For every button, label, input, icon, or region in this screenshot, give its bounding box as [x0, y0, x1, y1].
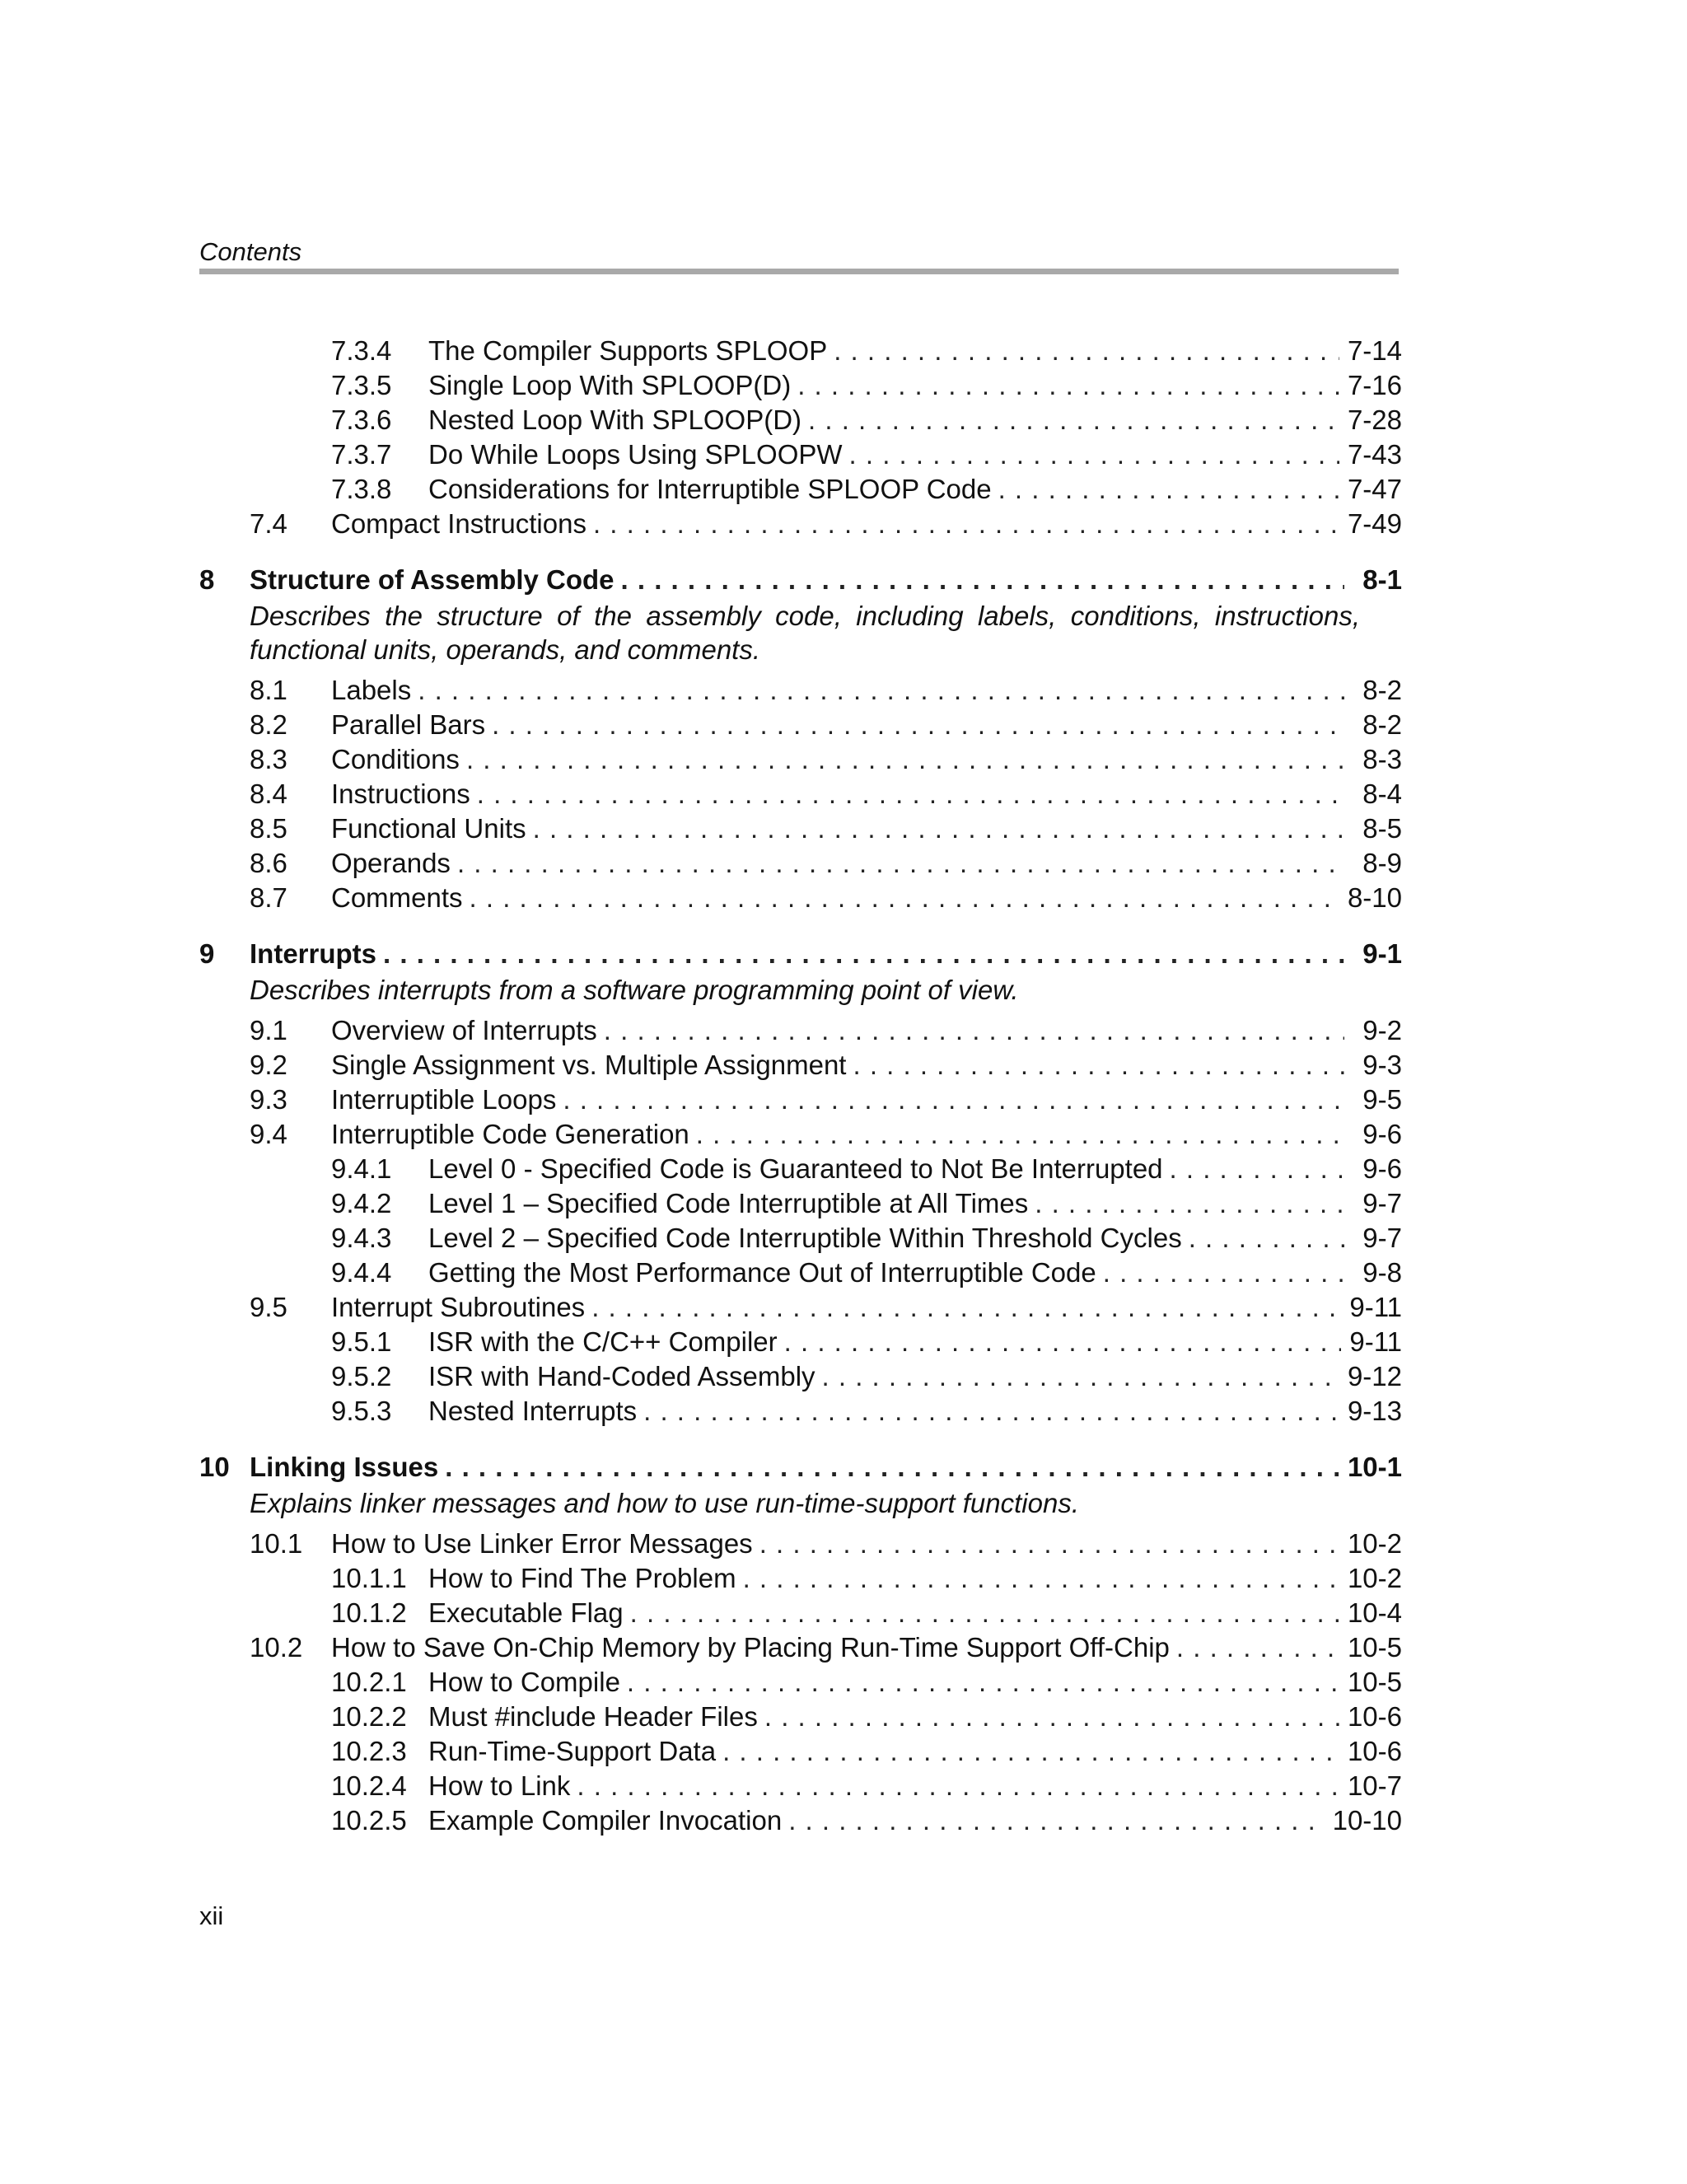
dot-leader [457, 846, 1344, 881]
entry-number: 7.3.8 [331, 474, 392, 504]
toc-subsection-entry[interactable] [199, 1359, 1402, 1394]
entry-number: 8.4 [250, 779, 287, 809]
toc-subsection-entry[interactable] [199, 1700, 1402, 1734]
toc-subsection-entry[interactable] [199, 334, 1402, 368]
entry-page: 10-7 [1347, 1770, 1402, 1801]
entry-number: 9.5.1 [331, 1326, 392, 1357]
chapter-title: Linking Issues [250, 1452, 439, 1482]
dot-leader [466, 742, 1344, 777]
toc-subsection-entry[interactable] [199, 1769, 1402, 1803]
entry-title: How to Save On-Chip Memory by Placing Run-Time Support Off-Chip [331, 1632, 1170, 1663]
dot-leader [808, 403, 1339, 437]
entry-page: 9-3 [1362, 1050, 1402, 1080]
entry-number: 9.2 [250, 1050, 287, 1080]
dot-leader [849, 437, 1339, 472]
entry-number: 8.1 [250, 675, 287, 705]
entry-page: 8-4 [1362, 779, 1402, 809]
entry-title: Parallel Bars [331, 709, 486, 740]
entry-page: 9-8 [1362, 1257, 1402, 1288]
toc-subsection-entry[interactable] [199, 1325, 1402, 1359]
chapter-page: 8-1 [1362, 564, 1402, 595]
dot-leader [764, 1700, 1339, 1734]
toc-chapter [199, 334, 1402, 541]
entry-number: 10.2.3 [331, 1736, 407, 1766]
dot-leader [784, 1325, 1342, 1359]
toc-subsection-entry[interactable] [199, 1734, 1402, 1769]
dot-leader [533, 811, 1344, 846]
entry-title: Considerations for Interruptible SPLOOP Code [428, 474, 992, 504]
dot-leader [696, 1117, 1344, 1152]
page-number: xii [199, 1901, 224, 1930]
entry-title: Functional Units [331, 813, 526, 844]
toc-subsection-entry[interactable] [199, 1803, 1402, 1838]
dot-leader [797, 368, 1339, 403]
entry-number: 7.4 [250, 508, 287, 539]
chapter-description: Describes interrupts from a software programming point of view. [250, 975, 1019, 1005]
entry-title: Compact Instructions [331, 508, 586, 539]
entry-page: 10-10 [1332, 1805, 1402, 1836]
dot-leader [834, 334, 1339, 368]
entry-title: How to Use Linker Error Messages [331, 1528, 753, 1559]
toc-chapter [199, 1450, 1402, 1838]
entry-number: 8.5 [250, 813, 287, 844]
entry-page: 10-6 [1347, 1701, 1402, 1732]
entry-page: 7-43 [1347, 439, 1402, 470]
entry-title: Do While Loops Using SPLOOPW [428, 439, 843, 470]
dot-leader [643, 1394, 1339, 1429]
dot-leader [1176, 1630, 1339, 1665]
entry-number: 9.1 [250, 1015, 287, 1045]
toc-subsection-entry[interactable] [199, 437, 1402, 472]
toc-subsection-entry[interactable] [199, 1186, 1402, 1221]
entry-number: 7.3.5 [331, 370, 392, 400]
entry-page: 9-2 [1362, 1015, 1402, 1045]
toc-section-entry[interactable] [199, 507, 1402, 541]
entry-page: 10-4 [1347, 1597, 1402, 1628]
toc-subsection-entry[interactable] [199, 1596, 1402, 1630]
toc-subsection-entry[interactable] [199, 1394, 1402, 1429]
entry-title: Nested Interrupts [428, 1396, 638, 1426]
chapter-page: 10-1 [1347, 1452, 1402, 1482]
entry-page: 9-13 [1347, 1396, 1402, 1426]
entry-title: Operands [331, 848, 451, 878]
dot-leader [630, 1596, 1339, 1630]
toc-section-entry[interactable] [199, 881, 1402, 915]
dot-leader [1189, 1221, 1344, 1256]
entry-page: 9-5 [1362, 1084, 1402, 1115]
toc-subsection-entry[interactable] [199, 368, 1402, 403]
entry-number: 10.2 [250, 1632, 303, 1663]
table-of-contents [199, 334, 1402, 1838]
entry-title: Labels [331, 675, 412, 705]
entry-title: Interruptible Loops [331, 1084, 557, 1115]
entry-title: Must #include Header Files [428, 1701, 758, 1732]
toc-section-entry[interactable] [199, 1290, 1402, 1325]
entry-number: 7.3.6 [331, 405, 392, 435]
entry-page: 7-14 [1347, 335, 1402, 366]
dot-leader [853, 1048, 1344, 1083]
entry-number: 9.5.2 [331, 1361, 392, 1391]
entry-number: 9.3 [250, 1084, 287, 1115]
toc-section-entry[interactable] [199, 1048, 1402, 1083]
entry-number: 8.3 [250, 744, 287, 774]
entry-title: Run-Time-Support Data [428, 1736, 717, 1766]
entry-number: 10.2.5 [331, 1805, 407, 1836]
chapter-description: Describes the structure of the assembly code, including labels, conditions, instructions, functional units, operands, and comments. [250, 601, 1360, 665]
chapter-title: Structure of Assembly Code [250, 564, 615, 595]
toc-chapter [199, 937, 1402, 1429]
entry-number: 9.4.1 [331, 1153, 392, 1184]
toc-section-entry[interactable] [199, 1630, 1402, 1665]
dot-leader [1035, 1186, 1344, 1221]
toc-section-entry[interactable] [199, 846, 1402, 881]
entry-number: 8.6 [250, 848, 287, 878]
dot-leader [563, 1083, 1344, 1117]
dot-leader [418, 673, 1344, 708]
entry-number: 10.2.4 [331, 1770, 407, 1801]
entry-title: Getting the Most Performance Out of Interruptible Code [428, 1257, 1096, 1288]
entry-number: 9.4.3 [331, 1223, 392, 1253]
entry-page: 10-2 [1347, 1563, 1402, 1593]
entry-page: 9-6 [1362, 1119, 1402, 1149]
entry-page: 9-7 [1362, 1188, 1402, 1218]
chapter-page: 9-1 [1362, 938, 1402, 969]
entry-number: 7.3.7 [331, 439, 392, 470]
chapter-number: 9 [199, 938, 215, 969]
entry-title: Overview of Interrupts [331, 1015, 597, 1045]
dot-leader [759, 1527, 1339, 1561]
entry-page: 7-47 [1347, 474, 1402, 504]
entry-title: Single Assignment vs. Multiple Assignment [331, 1050, 847, 1080]
entry-page: 9-12 [1347, 1361, 1402, 1391]
entry-title: Level 0 - Specified Code is Guaranteed to Not Be Interrupted [428, 1153, 1163, 1184]
toc-section-entry[interactable] [199, 1117, 1402, 1152]
toc-subsection-entry[interactable] [199, 403, 1402, 437]
toc-subsection-entry[interactable] [199, 1256, 1402, 1290]
dot-leader [627, 1665, 1339, 1700]
toc-chapter [199, 563, 1402, 915]
entry-page: 8-5 [1362, 813, 1402, 844]
entry-page: 9-6 [1362, 1153, 1402, 1184]
entry-page: 7-49 [1347, 508, 1402, 539]
entry-page: 10-2 [1347, 1528, 1402, 1559]
toc-chapter-heading[interactable] [199, 563, 1402, 597]
toc-subsection-entry[interactable] [199, 1152, 1402, 1186]
entry-title: Nested Loop With SPLOOP(D) [428, 405, 802, 435]
dot-leader [477, 777, 1344, 811]
dot-leader [604, 1013, 1344, 1048]
entry-number: 7.3.4 [331, 335, 392, 366]
dot-leader [621, 563, 1344, 597]
entry-page: 8-2 [1362, 675, 1402, 705]
entry-page: 10-5 [1347, 1667, 1402, 1697]
chapter-title: Interrupts [250, 938, 377, 969]
chapter-number: 8 [199, 564, 215, 595]
entry-title: ISR with the C/C++ Compiler [428, 1326, 778, 1357]
dot-leader [822, 1359, 1339, 1394]
chapter-description: Explains linker messages and how to use run-time-support functions. [250, 1488, 1079, 1518]
entry-title: How to Link [428, 1770, 571, 1801]
entry-page: 10-5 [1347, 1632, 1402, 1663]
toc-subsection-entry[interactable] [199, 1221, 1402, 1256]
entry-title: How to Find The Problem [428, 1563, 736, 1593]
entry-title: Single Loop With SPLOOP(D) [428, 370, 792, 400]
toc-chapter-heading[interactable] [199, 1450, 1402, 1485]
entry-number: 8.2 [250, 709, 287, 740]
dot-leader [383, 937, 1344, 971]
entry-number: 9.4 [250, 1119, 287, 1149]
entry-number: 10.1.1 [331, 1563, 407, 1593]
dot-leader [788, 1803, 1324, 1838]
entry-page: 8-3 [1362, 744, 1402, 774]
toc-section-entry[interactable] [199, 673, 1402, 708]
entry-title: Example Compiler Invocation [428, 1805, 783, 1836]
entry-number: 10.2.2 [331, 1701, 407, 1732]
running-header: Contents [199, 237, 302, 266]
entry-page: 7-16 [1347, 370, 1402, 400]
toc-section-entry[interactable] [199, 708, 1402, 742]
toc-subsection-entry[interactable] [199, 1665, 1402, 1700]
chapter-number: 10 [199, 1452, 230, 1482]
entry-page: 7-28 [1347, 405, 1402, 435]
toc-section-entry[interactable] [199, 1013, 1402, 1048]
dot-leader [1170, 1152, 1344, 1186]
entry-title: Comments [331, 882, 463, 913]
entry-title: Interruptible Code Generation [331, 1119, 689, 1149]
toc-subsection-entry[interactable] [199, 1561, 1402, 1596]
entry-page: 9-7 [1362, 1223, 1402, 1253]
dot-leader [470, 881, 1339, 915]
dot-leader [998, 472, 1339, 507]
dot-leader [591, 1290, 1341, 1325]
entry-number: 8.7 [250, 882, 287, 913]
entry-page: 8-9 [1362, 848, 1402, 878]
header-rule [199, 269, 1399, 274]
entry-number: 10.2.1 [331, 1667, 407, 1697]
dot-leader [743, 1561, 1339, 1596]
entry-title: Instructions [331, 779, 470, 809]
entry-page: 9-11 [1349, 1292, 1402, 1322]
dot-leader [492, 708, 1344, 742]
entry-title: ISR with Hand-Coded Assembly [428, 1361, 815, 1391]
entry-number: 10.1 [250, 1528, 303, 1559]
entry-title: Interrupt Subroutines [331, 1292, 586, 1322]
toc-section-entry[interactable] [199, 1083, 1402, 1117]
entry-page: 10-6 [1347, 1736, 1402, 1766]
entry-page: 8-2 [1362, 709, 1402, 740]
entry-title: Conditions [331, 744, 460, 774]
dot-leader [722, 1734, 1339, 1769]
entry-title: Executable Flag [428, 1597, 624, 1628]
toc-section-entry[interactable] [199, 777, 1402, 811]
toc-subsection-entry[interactable] [199, 472, 1402, 507]
dot-leader [445, 1450, 1339, 1485]
entry-page: 9-11 [1349, 1326, 1402, 1357]
toc-section-entry[interactable] [199, 742, 1402, 777]
entry-title: Level 2 – Specified Code Interruptible Within Threshold Cycles [428, 1223, 1182, 1253]
entry-title: How to Compile [428, 1667, 620, 1697]
entry-number: 10.1.2 [331, 1597, 407, 1628]
entry-number: 9.5 [250, 1292, 287, 1322]
toc-section-entry[interactable] [199, 811, 1402, 846]
entry-title: The Compiler Supports SPLOOP [428, 335, 828, 366]
dot-leader [1103, 1256, 1344, 1290]
entry-number: 9.4.4 [331, 1257, 392, 1288]
entry-number: 9.5.3 [331, 1396, 392, 1426]
toc-section-entry[interactable] [199, 1527, 1402, 1561]
entry-title: Level 1 – Specified Code Interruptible at All Times [428, 1188, 1029, 1218]
entry-number: 9.4.2 [331, 1188, 392, 1218]
dot-leader [577, 1769, 1339, 1803]
toc-chapter-heading[interactable] [199, 937, 1402, 971]
entry-page: 8-10 [1347, 882, 1402, 913]
dot-leader [593, 507, 1339, 541]
